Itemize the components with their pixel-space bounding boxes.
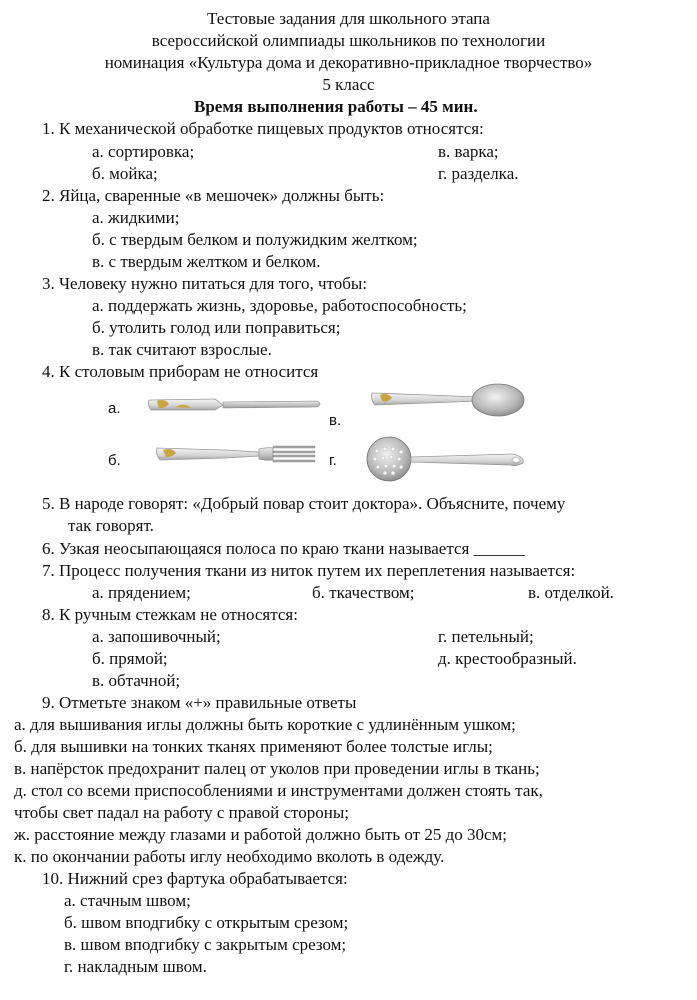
question-2: 2. Яйца, сваренные «в мешочек» должны быть: [42, 186, 385, 205]
q9-option-d-line-2: чтобы свет падал на работу с правой стороны; [14, 803, 350, 822]
q4-label-a: а. [108, 400, 121, 417]
header-line-1: Тестовые задания для школьного этапа [207, 9, 490, 28]
q8-option-b: б. прямой; [92, 649, 168, 668]
question-5-line-1: 5. В народе говорят: «Добрый повар стоит доктора». Объясните, почему [42, 494, 566, 513]
header-grade: 5 класс [322, 75, 375, 94]
q2-option-a: а. жидкими; [92, 208, 180, 227]
q8-option-d: д. крестообразный. [438, 649, 577, 668]
q1-option-b: б. мойка; [92, 164, 158, 183]
q7-option-v: в. отделкой. [528, 583, 614, 602]
q7-option-b: б. ткачеством; [312, 583, 415, 602]
skimmer-image [363, 437, 531, 483]
q10-option-v: в. швом вподгибку с закрытым срезом; [64, 935, 347, 954]
q9-option-k: к. по окончании работы иглу необходимо вколоть в одежду. [14, 847, 445, 866]
q1-option-v: в. варка; [438, 142, 499, 161]
q3-option-b: б. утолить голод или поправиться; [92, 318, 341, 337]
q8-option-v: в. обтачной; [92, 671, 181, 690]
q9-option-v: в. напёрсток предохранит палец от уколов при проведении иглы в ткань; [14, 759, 540, 778]
q1-option-a: а. сортировка; [92, 142, 195, 161]
question-8: 8. К ручным стежкам не относятся: [42, 605, 298, 624]
q3-option-v: в. так считают взрослые. [92, 340, 272, 359]
q8-option-g: г. петельный; [438, 627, 534, 646]
question-3: 3. Человеку нужно питаться для того, чтобы: [42, 274, 368, 293]
q7-option-a: а. прядением; [92, 583, 191, 602]
q9-option-d-line-1: д. стол со всеми приспособлениями и инструментами должен стоять так, [14, 781, 543, 800]
q8-option-a: а. запошивочный; [92, 627, 221, 646]
q4-label-v: в. [329, 412, 342, 429]
question-4: 4. К столовым приборам не относится [42, 362, 319, 381]
q4-label-b: б. [108, 452, 121, 469]
q10-option-g: г. накладным швом. [64, 957, 207, 976]
question-7: 7. Процесс получения ткани из ниток путем их переплетения называется: [42, 561, 576, 580]
question-10: 10. Нижний срез фартука обрабатывается: [42, 869, 348, 888]
question-1: 1. К механической обработке пищевых продуктов относятся: [42, 119, 484, 138]
q1-option-g: г. разделка. [438, 164, 519, 183]
question-5-line-2: так говорят. [68, 516, 154, 535]
question-9: 9. Отметьте знаком «+» правильные ответы [42, 693, 357, 712]
q3-option-a: а. поддержать жизнь, здоровье, работоспособность; [92, 296, 467, 315]
q10-option-a: а. стачным швом; [64, 891, 191, 910]
q2-option-v: в. с твердым желтком и белком. [92, 252, 321, 271]
header-line-2: всероссийской олимпиады школьников по технологии [151, 31, 546, 50]
knife-image [145, 392, 325, 418]
q10-option-b: б. швом вподгибку с открытым срезом; [64, 913, 349, 932]
q4-label-g: г. [329, 452, 337, 469]
q9-option-a: а. для вышивания иглы должны быть короткие с удлинённым ушком; [14, 715, 516, 734]
spoon-image [368, 381, 528, 421]
question-6: 6. Узкая неосыпающаяся полоса по краю ткани называется ______ [42, 539, 525, 558]
q2-option-b: б. с твердым белком и полужидким желтком; [92, 230, 418, 249]
fork-image [155, 440, 320, 470]
q9-option-b: б. для вышивки на тонких тканях применяют более толстые иглы; [14, 737, 493, 756]
header-line-3: номинация «Культура дома и декоративно-прикладное творчество» [104, 53, 593, 72]
time-limit: Время выполнения работы – 45 мин. [194, 97, 478, 116]
q9-option-zh: ж. расстояние между глазами и работой должно быть от 25 до 30см; [14, 825, 508, 844]
